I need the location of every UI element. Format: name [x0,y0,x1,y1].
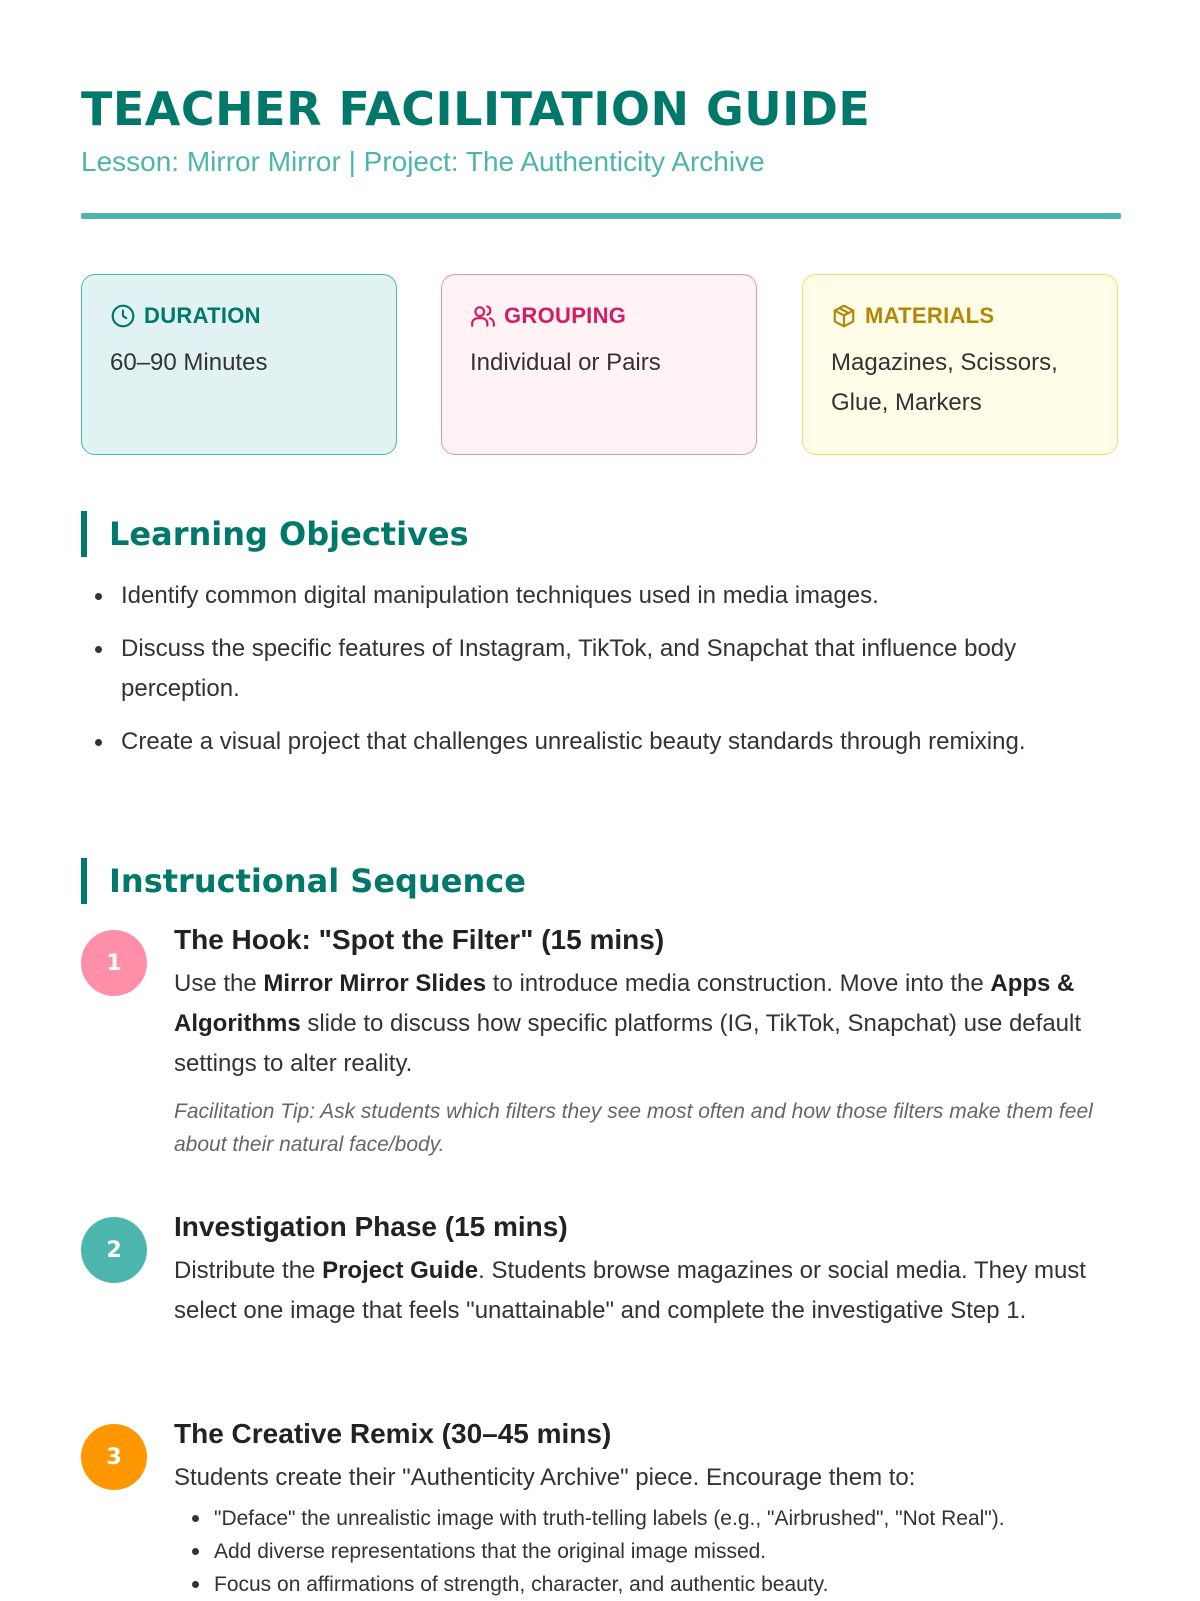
remix-suggestions-list [174,1502,1121,1601]
grouping-value: Individual or Pairs [470,349,661,376]
step-description [174,1251,1121,1331]
step-content [174,920,1121,1161]
step-title: Investigation Phase (15 mins) [174,1211,568,1242]
materials-card [802,274,1118,455]
step-description [174,1458,1121,1498]
sequence-heading: Instructional Sequence [81,858,526,904]
step-content [174,1207,1121,1331]
list-item: Add diverse representations that the original image missed. [214,1535,1121,1568]
users-icon [470,303,496,329]
clock-icon [110,303,136,329]
step-emphasis: Project Guide [322,1257,479,1284]
list-item: Focus on affirmations of strength, character, and authentic beauty. [214,1568,1121,1601]
objective-item: Identify common digital manipulation techniques used in media images. [121,576,1121,616]
step-number-badge: 3 [81,1424,147,1490]
step-number-badge: 2 [81,1217,147,1283]
grouping-card-header [470,301,728,331]
objective-item: Discuss the specific features of Instagram, TikTok, and Snapchat that influence body perception. [121,629,1121,709]
step-text: Distribute the [174,1257,323,1284]
step-text: to introduce media construction. Move into the [486,970,991,997]
step-emphasis: Mirror Mirror Slides [263,970,487,997]
page-subtitle: Lesson: Mirror Mirror | Project: The Authenticity Archive [81,146,765,177]
facilitation-tip: Facilitation Tip: Ask students which filters they see most often and how those filters make them feel about their natural face/body. [174,1100,1093,1156]
step-text: slide to discuss how specific platforms (IG, TikTok, Snapchat) use default settings to alter reality. [174,1010,1082,1077]
step-number-badge: 1 [81,930,147,996]
objective-item: Create a visual project that challenges unrealistic beauty standards through remixing. [121,722,1121,762]
step-title: The Hook: "Spot the Filter" (15 mins) [174,924,665,955]
step-title: The Creative Remix (30–45 mins) [174,1418,612,1449]
materials-card-header [831,301,1089,331]
grouping-card [441,274,757,455]
materials-label: MATERIALS [865,303,995,328]
duration-card [81,274,397,455]
objectives-heading: Learning Objectives [81,511,469,557]
duration-value: 60–90 Minutes [110,349,268,376]
package-icon [831,303,857,329]
step-emphasis: Apps & Algorithms [174,970,1075,1037]
grouping-label: GROUPING [504,303,627,328]
duration-label: DURATION [144,303,261,328]
duration-card-header [110,301,368,331]
step-content [174,1414,1121,1601]
step-text: . Students browse magazines or social media. They must select one image that feels "unattainable" and complete the investigative Step 1. [174,1257,1086,1324]
step-description [174,964,1121,1084]
list-item: "Deface" the unrealistic image with truth-telling labels (e.g., "Airbrushed", "Not Real"). [214,1502,1121,1535]
step-text: Use the [174,970,264,997]
page-title: TEACHER FACILITATION GUIDE [81,82,871,136]
header-divider [81,213,1121,219]
objectives-list [81,576,1121,775]
step-text: Students create their "Authenticity Archive" piece. Encourage them to: [174,1464,916,1491]
materials-value: Magazines, Scissors, Glue, Markers [831,349,1058,416]
